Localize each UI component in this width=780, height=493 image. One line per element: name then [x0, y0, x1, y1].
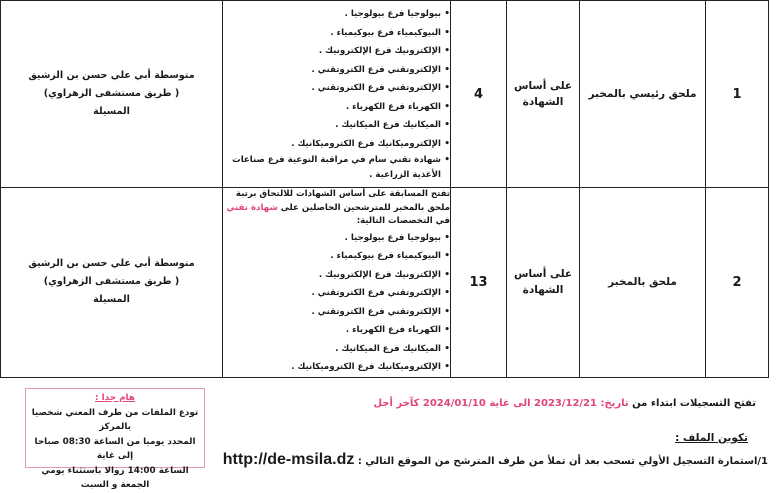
list-item: • الإلكتروتقني فرع الكتروتقني . — [223, 61, 450, 80]
list-item: • الإلكترونيك فرع الإلكترونيك . — [223, 42, 450, 61]
registration-dates: تاريخ: 2023/12/21 الى غاية 2024/01/10 كآخر أجل — [373, 398, 629, 409]
exam-center-cell — [1, 188, 223, 378]
list-item: • البيوكيمياء فرع بيوكيمياء . — [223, 247, 450, 266]
rank-cell: ملحق رئيسي بالمخبر — [580, 1, 706, 188]
list-item: • بيولوجيا فرع بيولوجيا . — [223, 229, 450, 248]
posts-count: 4 — [451, 1, 507, 188]
specialties-list — [223, 5, 450, 183]
list-item: • الكهرباء فرع الكهرباء . — [223, 98, 450, 117]
file-item-1: 1/استمارة التسجيل الأولي تسحب بعد أن تملأ من طرف المترشح من الموقع التالي : http://de-msila.dz — [222, 451, 768, 468]
row-number: 1 — [706, 1, 769, 188]
important-notice-box — [25, 388, 205, 490]
exam-center-cell — [1, 1, 223, 188]
list-item: • الإلكتروميكانيك فرع الكتروميكانيك . — [223, 135, 450, 154]
list-item: • الإلكتروتقني فرع الكتروتقني . — [223, 284, 450, 303]
list-item: • الإلكترونيك فرع الإلكترونيك . — [223, 266, 450, 285]
row-number: 2 — [706, 188, 769, 378]
specialties-cell — [223, 188, 451, 378]
table-row — [1, 1, 769, 188]
center-city: المسيلة — [93, 294, 130, 306]
center-address: ( طريق مستشفى الزهراوي) — [43, 276, 180, 288]
posts-count: 13 — [451, 188, 507, 378]
recruitment-mode: على أساس الشهادة — [507, 188, 580, 378]
recruitment-mode: على أساس الشهادة — [507, 1, 580, 188]
list-item: • الإلكتروتقني فرع الكتروتقني . — [223, 303, 450, 322]
list-item: • الإلكتروتقني فرع الكتروتقني . — [223, 79, 450, 98]
specialties-intro: تفتح المسابقة على أساس الشهادات للالتحاق برتبة ملحق بالمخبر للمترشحين الحاصلين على شهادة تقني في التخصصات التالية: — [226, 189, 450, 226]
center-city: المسيلة — [93, 106, 130, 117]
file-section-title: تكوين الملف : — [675, 432, 748, 444]
specialties-list — [223, 229, 450, 377]
notice-title: هام جدا : — [95, 393, 135, 403]
registration-period: تفتح التسجيلات ابتداء من تاريخ: 2023/12/21 الى غاية 2024/01/10 كآخر أجل — [373, 398, 756, 409]
rank-cell: ملحق بالمخبر — [580, 188, 706, 378]
highlight-text: شهادة تقني — [226, 202, 278, 213]
notice-line: الساعة 14:00 زوالا باستثناء يومي الجمعة و السبت — [41, 465, 189, 490]
center-address: ( طريق مستشفى الزهراوي) — [43, 88, 180, 99]
list-item: • شهادة تقني سام في مراقبة النوعية فرع صناعات الأغذية الزراعية . — [223, 153, 450, 183]
website-link[interactable]: http://de-msila.dz — [222, 451, 355, 468]
notice-line: المحدد يوميا من الساعة 08:30 صباحا إلى غاية — [34, 436, 196, 461]
center-name: متوسطة أبي علي حسن بن الرشيق — [28, 70, 195, 81]
table-row — [1, 188, 769, 378]
notice-line: تودع الملفات من طرف المعني شخصيا بالمركز — [31, 407, 199, 432]
center-name: متوسطة أبي علي حسن بن الرشيق — [28, 258, 195, 270]
list-item: • الكهرباء فرع الكهرباء . — [223, 321, 450, 340]
list-item: • الإلكتروميكانيك فرع الكتروميكانيك . — [223, 358, 450, 377]
list-item: • الميكانيك فرع الميكانيك . — [223, 116, 450, 135]
list-item: • الميكانيك فرع الميكانيك . — [223, 340, 450, 359]
specialties-cell — [223, 1, 451, 188]
list-item: • البيوكيمياء فرع بيوكيمياء . — [223, 24, 450, 43]
list-item: • بيولوجيا فرع بيولوجيا . — [223, 5, 450, 24]
